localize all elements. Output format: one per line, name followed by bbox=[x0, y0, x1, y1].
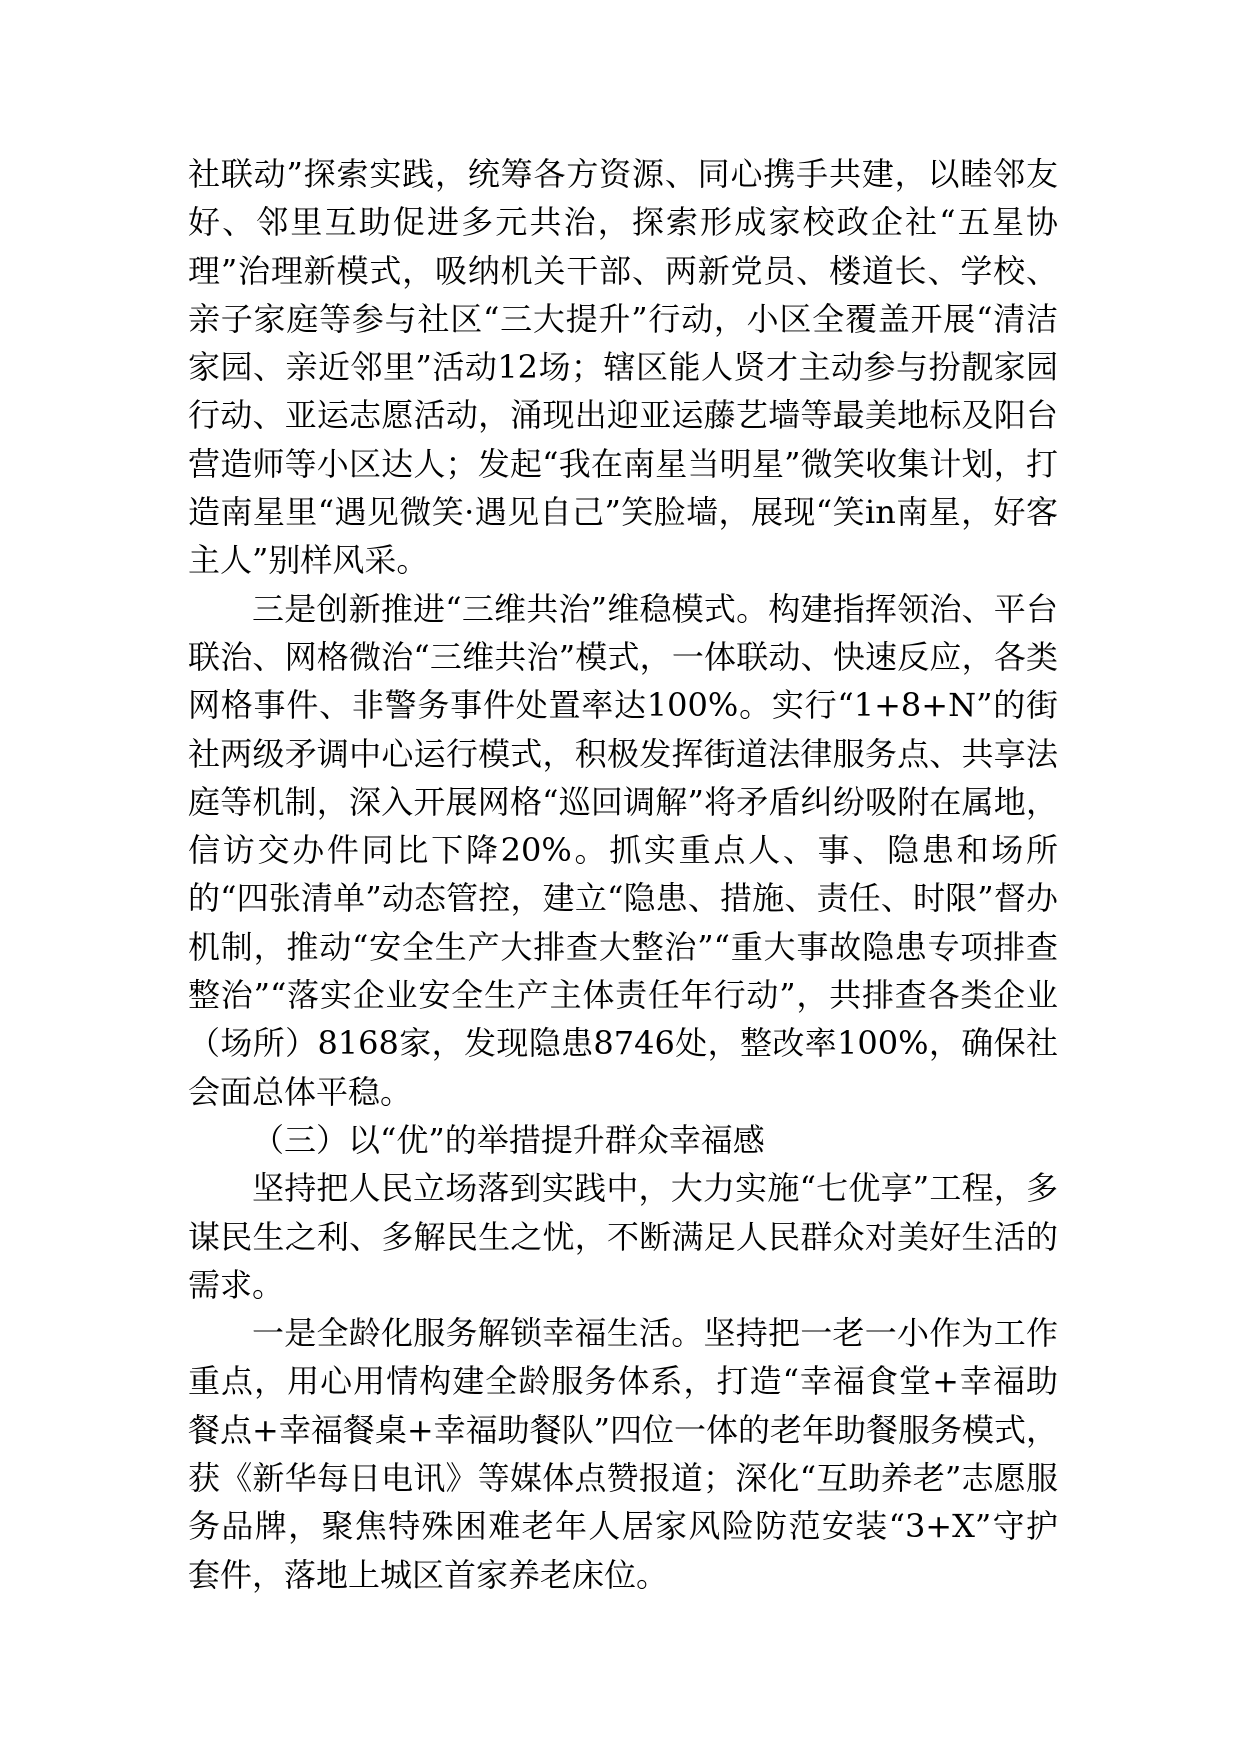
section-heading: （三）以“优”的举措提升群众幸福感 bbox=[252, 1120, 765, 1159]
paragraph-continuation: 社联动”探索实践，统筹各方资源、同心携手共建，以睦邻友好、邻里互助促进多元共治，探索形成家校政企社“五星协理”治理新模式，吸纳机关干部、两新党员、楼道长、学校、亲子家庭等参与社区“三大提升”行动，小区全覆盖开展“清洁家园、亲近邻里”活动12场；辖区能人贤才主动参与扮靓家园行动、亚运志愿活动，涌现出迎亚运藤艺墙等最美地标及阳台营造师等小区达人；发起“我在南星当明星”微笑收集计划，打造南星里“遇见微笑·遇见自己”笑脸墙，展现“笑in南星，好客主人”别样风采。 bbox=[188, 155, 1058, 580]
paragraph-three-dimensional-governance: 三是创新推进“三维共治”维稳模式。构建指挥领治、平台联治、网格微治“三维共治”模式，一体联动、快速反应，各类网格事件、非警务事件处置率达100%。实行“1+8+N”的街社两级矛调中心运行模式，积极发挥街道法律服务点、共享法庭等机制，深入开展网格“巡回调解”将矛盾纠纷吸附在属地，信访交办件同比下降20%。抓实重点人、事、隐患和场所的“四张清单”动态管控，建立“隐患、措施、责任、时限”督办机制，推动“安全生产大排查大整治”“重大事故隐患专项排查整治”“落实企业安全生产主体责任年行动”，共排查各类企业（场所）8168家，发现隐患8746处，整改率100%，确保社会面总体平稳。 bbox=[188, 589, 1058, 1111]
document-body bbox=[188, 150, 1058, 1599]
paragraph-all-age-services: 一是全龄化服务解锁幸福生活。坚持把一老一小作为工作重点，用心用情构建全龄服务体系，打造“幸福食堂+幸福助餐点+幸福餐桌+幸福助餐队”四位一体的老年助餐服务模式，获《新华每日电讯》等媒体点赞报道；深化“互助养老”志愿服务品牌，聚焦特殊困难老年人居家风险防范安装“3+X”守护套件，落地上城区首家养老床位。 bbox=[188, 1314, 1058, 1594]
paragraph-seven-excellence-intro: 坚持把人民立场落到实践中，大力实施“七优享”工程，多谋民生之利、多解民生之忧，不断满足人民群众对美好生活的需求。 bbox=[188, 1169, 1058, 1304]
